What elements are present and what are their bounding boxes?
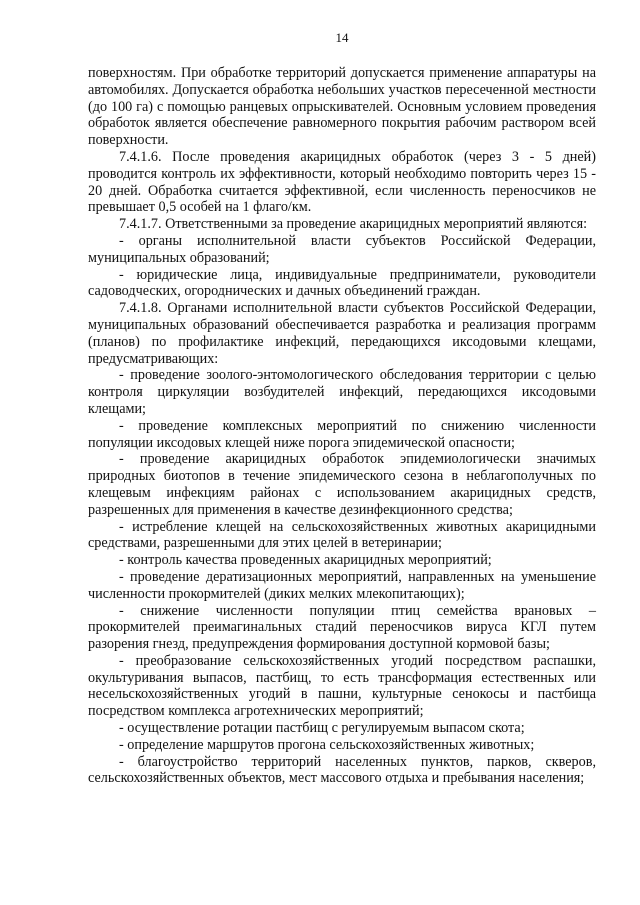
paragraph-7-4-1-6: 7.4.1.6. После проведения акарицидных обработок (через 3 - 5 дней) проводится контроль их эффективности, который необходимо повторить через 15 - 20 дней. Обработка считается эффективной, если численность переносчиков не превышает 0,5 особей на 1 флаго/км. [88,148,596,216]
list-item-legal-entities: - юридические лица, индивидуальные предприниматели, руководители садоводческих, огороднических и дачных объединений граждан. [88,266,596,300]
paragraph-surfaces-treatment: поверхностям. При обработке территорий допускается применение аппаратуры на автомобилях. Допускается обработка небольших участков пересеченной местности (до 100 га) с помощью ранцевых опрыскивателей. Основным условием проведения обработок является обеспечение равномерного покрытия рабочим раствором всей поверхности. [88,65,596,149]
document-page [88,30,596,787]
list-item-executive-authorities: - органы исполнительной власти субъектов Российской Федерации, муниципальных образований; [88,232,596,266]
paragraph-7-4-1-7: 7.4.1.7. Ответственными за проведение акарицидных мероприятий являются: [119,216,588,233]
page-number: 14 [335,30,349,45]
paragraph-7-4-1-8: 7.4.1.8. Органами исполнительной власти субъектов Российской Федерации, муниципальных образований обеспечивается разработка и реализация программ (планов) по профилактике инфекций, передающихся иксодовыми клещами, предусматривающих: [88,300,596,367]
list-item-livestock-routes: - определение маршрутов прогона сельскохозяйственных животных; [119,736,535,753]
list-item-complex-measures: - проведение комплексных мероприятий по снижению численности популяции иксодовых клещей ниже порога эпидемической опасности; [88,417,596,451]
list-item-tick-extermination: - истребление клещей на сельскохозяйственных животных акарицидными средствами, разрешенными для этих целей в ветеринарии; [88,518,596,552]
list-item-pasture-rotation: - осуществление ротации пастбищ с регулируемым выпасом скота; [119,720,525,737]
list-item-land-transformation: - преобразование сельскохозяйственных угодий посредством распашки, окультуривания выпасов, пастбищ, то есть трансформация естественных или несельскохозяйственных угодий в пашни, культурные сенокосы и пастбища посредством комплекса агротехнических мероприятий; [88,652,596,720]
list-item-corvid-reduction: - снижение численности популяции птиц семейства врановых – прокормителей преимагинальных стадий переносчиков вируса КГЛ путем разорения гнезд, предупреждения формирования доступной кормовой базы; [88,602,596,653]
list-item-quality-control: - контроль качества проведенных акарицидных мероприятий; [119,552,492,569]
list-item-acaricide-treatments: - проведение акарицидных обработок эпидемиологически значимых природных биотопов в течение эпидемического сезона в неблагополучных по клещевым инфекциям районах с использованием акарицидных средств, разрешенных для применения в качестве дезинфекционного средства; [88,451,596,518]
list-item-deratization: - проведение дератизационных мероприятий, направленных на уменьшение численности прокормителей (диких мелких млекопитающих); [88,568,596,602]
list-item-zoological-survey: - проведение зоолого-энтомологического обследования территории с целью контроля циркуляции возбудителей инфекций, передающихся иксодовыми клещами; [88,367,596,417]
list-item-territory-improvement: - благоустройство территорий населенных пунктов, парков, скверов, сельскохозяйственных объектов, мест массового отдыха и пребывания населения; [88,753,596,787]
